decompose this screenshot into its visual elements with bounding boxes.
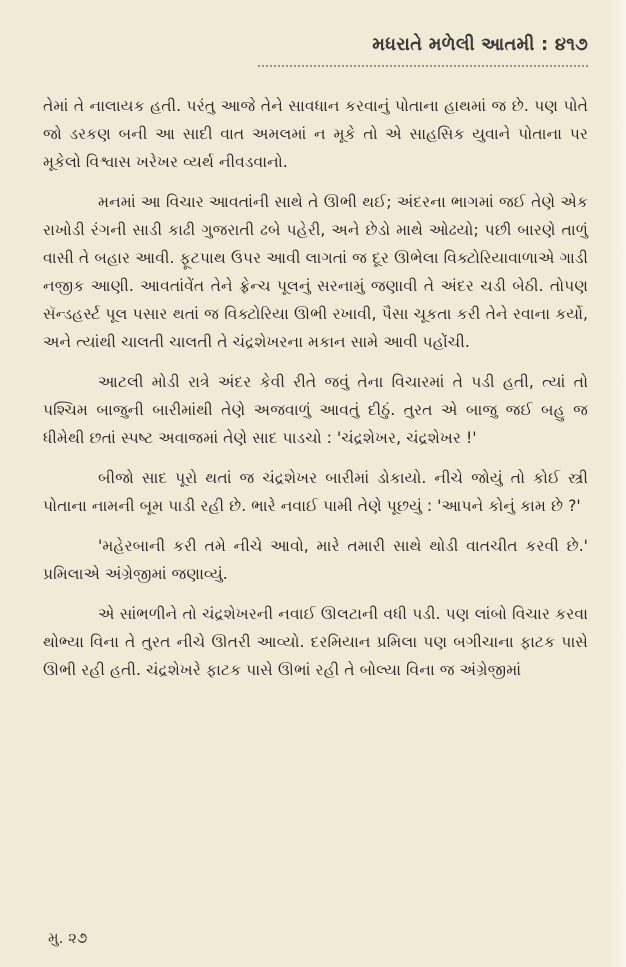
page-footer-signature: મુ. ૨૭ [48, 929, 88, 947]
header-ornament-line [258, 59, 588, 67]
paragraph-6: એ સાંભળીને તો ચંદ્રશેખરની નવાઈ ઊલટાની વધી પડી. પણ લાંબો વિચાર કરવા થોભ્યા વિના તે તુરત નીચે ઊતરી આવ્યો. દરમિયાન પ્રમિલા પણ બગીચાના ફાટક પાસે ઊભી રહી હતી. ચંદ્રશેખરે ફાટક પાસે ઊભાં રહી તે બોલ્યા વિના જ અંગ્રેજીમાં [43, 604, 588, 679]
paragraph-1: તેમાં તે નાલાયક હતી. પરંતુ આજે તેને સાવધાન કરવાનું પોતાના હાથમાં જ છે. પણ પોતે જો ડરકણ બની આ સાદી વાત અમલમાં ન મૂકે તો એ સાહસિક યુવાને પોતાના પર મૂકેલો વિશ્વાસ ખરેખર વ્યર્થ નીવડવાનો. [43, 96, 588, 171]
page-header [258, 34, 588, 67]
paragraph-3: આટલી મોડી રાત્રે અંદર કેવી રીતે જવું તેના વિચારમાં તે પડી હતી, ત્યાં તો પશ્ચિમ બાજુની બારીમાંથી તેણે અજવાળું આવતું દીઠું. તુરત એ બાજુ જઈ બહુ જ ધીમેથી છતાં સ્પષ્ટ અવાજમાં તેણે સાદ પાડચો : 'ચંદ્રશેખર, ચંદ્રશેખર !' [43, 372, 588, 447]
paragraph-2: મનમાં આ વિચાર આવતાંની સાથે તે ઊભી થઈ; અંદરના ભાગમાં જઈ તેણે એક રાખોડી રંગની સાડી કાઢી ગુજરાતી ઢબે પહેરી, અને છેડો માથે ઓઢયો; પછી બારણે તાળું વાસી તે બહાર આવી. ફૂટપાથ ઉપર આવી લાગતાં જ દૂર ઊભેલા વિક્ટોરિયાવાળાએ ગાડી નજીક આણી. આવતાંવેંત તેને ફ્રેન્ચ પૂલનું સરનામું જણાવી તે અંદર ચડી બેઠી. તોપણ સૅન્ડહર્સ્ટ પૂલ પસાર થતાં જ વિક્ટોરિયા ઊભી રખાવી, પૈસા ચૂકતા કરી તેને રવાના કર્યો, અને ત્યાંથી ચાલતી ચાલતી તે ચંદ્રશેખરના મકાન સામે આવી પહોંચી. [43, 192, 588, 351]
paragraph-4: બીજો સાદ પૂરો થતાં જ ચંદ્રશેખર બારીમાં ડોકાયો. નીચે જોયું તો કોઈ સ્ત્રી પોતાના નામની બૂમ પાડી રહી છે. ભારે નવાઈ પામી તેણે પૂછયું : 'આપને કોનું કામ છે ?' [43, 468, 588, 515]
page-body [43, 92, 588, 696]
page-edge-shadow [608, 0, 626, 967]
paragraph-5: 'મહેરબાની કરી તમે નીચે આવો, મારે તમારી સાથે થોડી વાતચીત કરવી છે.' પ્રમિલાએ અંગ્રેજીમાં જણાવ્યું. [43, 536, 588, 583]
running-header: મધરાતે મળેલી આતમી : ૪૧૭ [372, 34, 588, 55]
